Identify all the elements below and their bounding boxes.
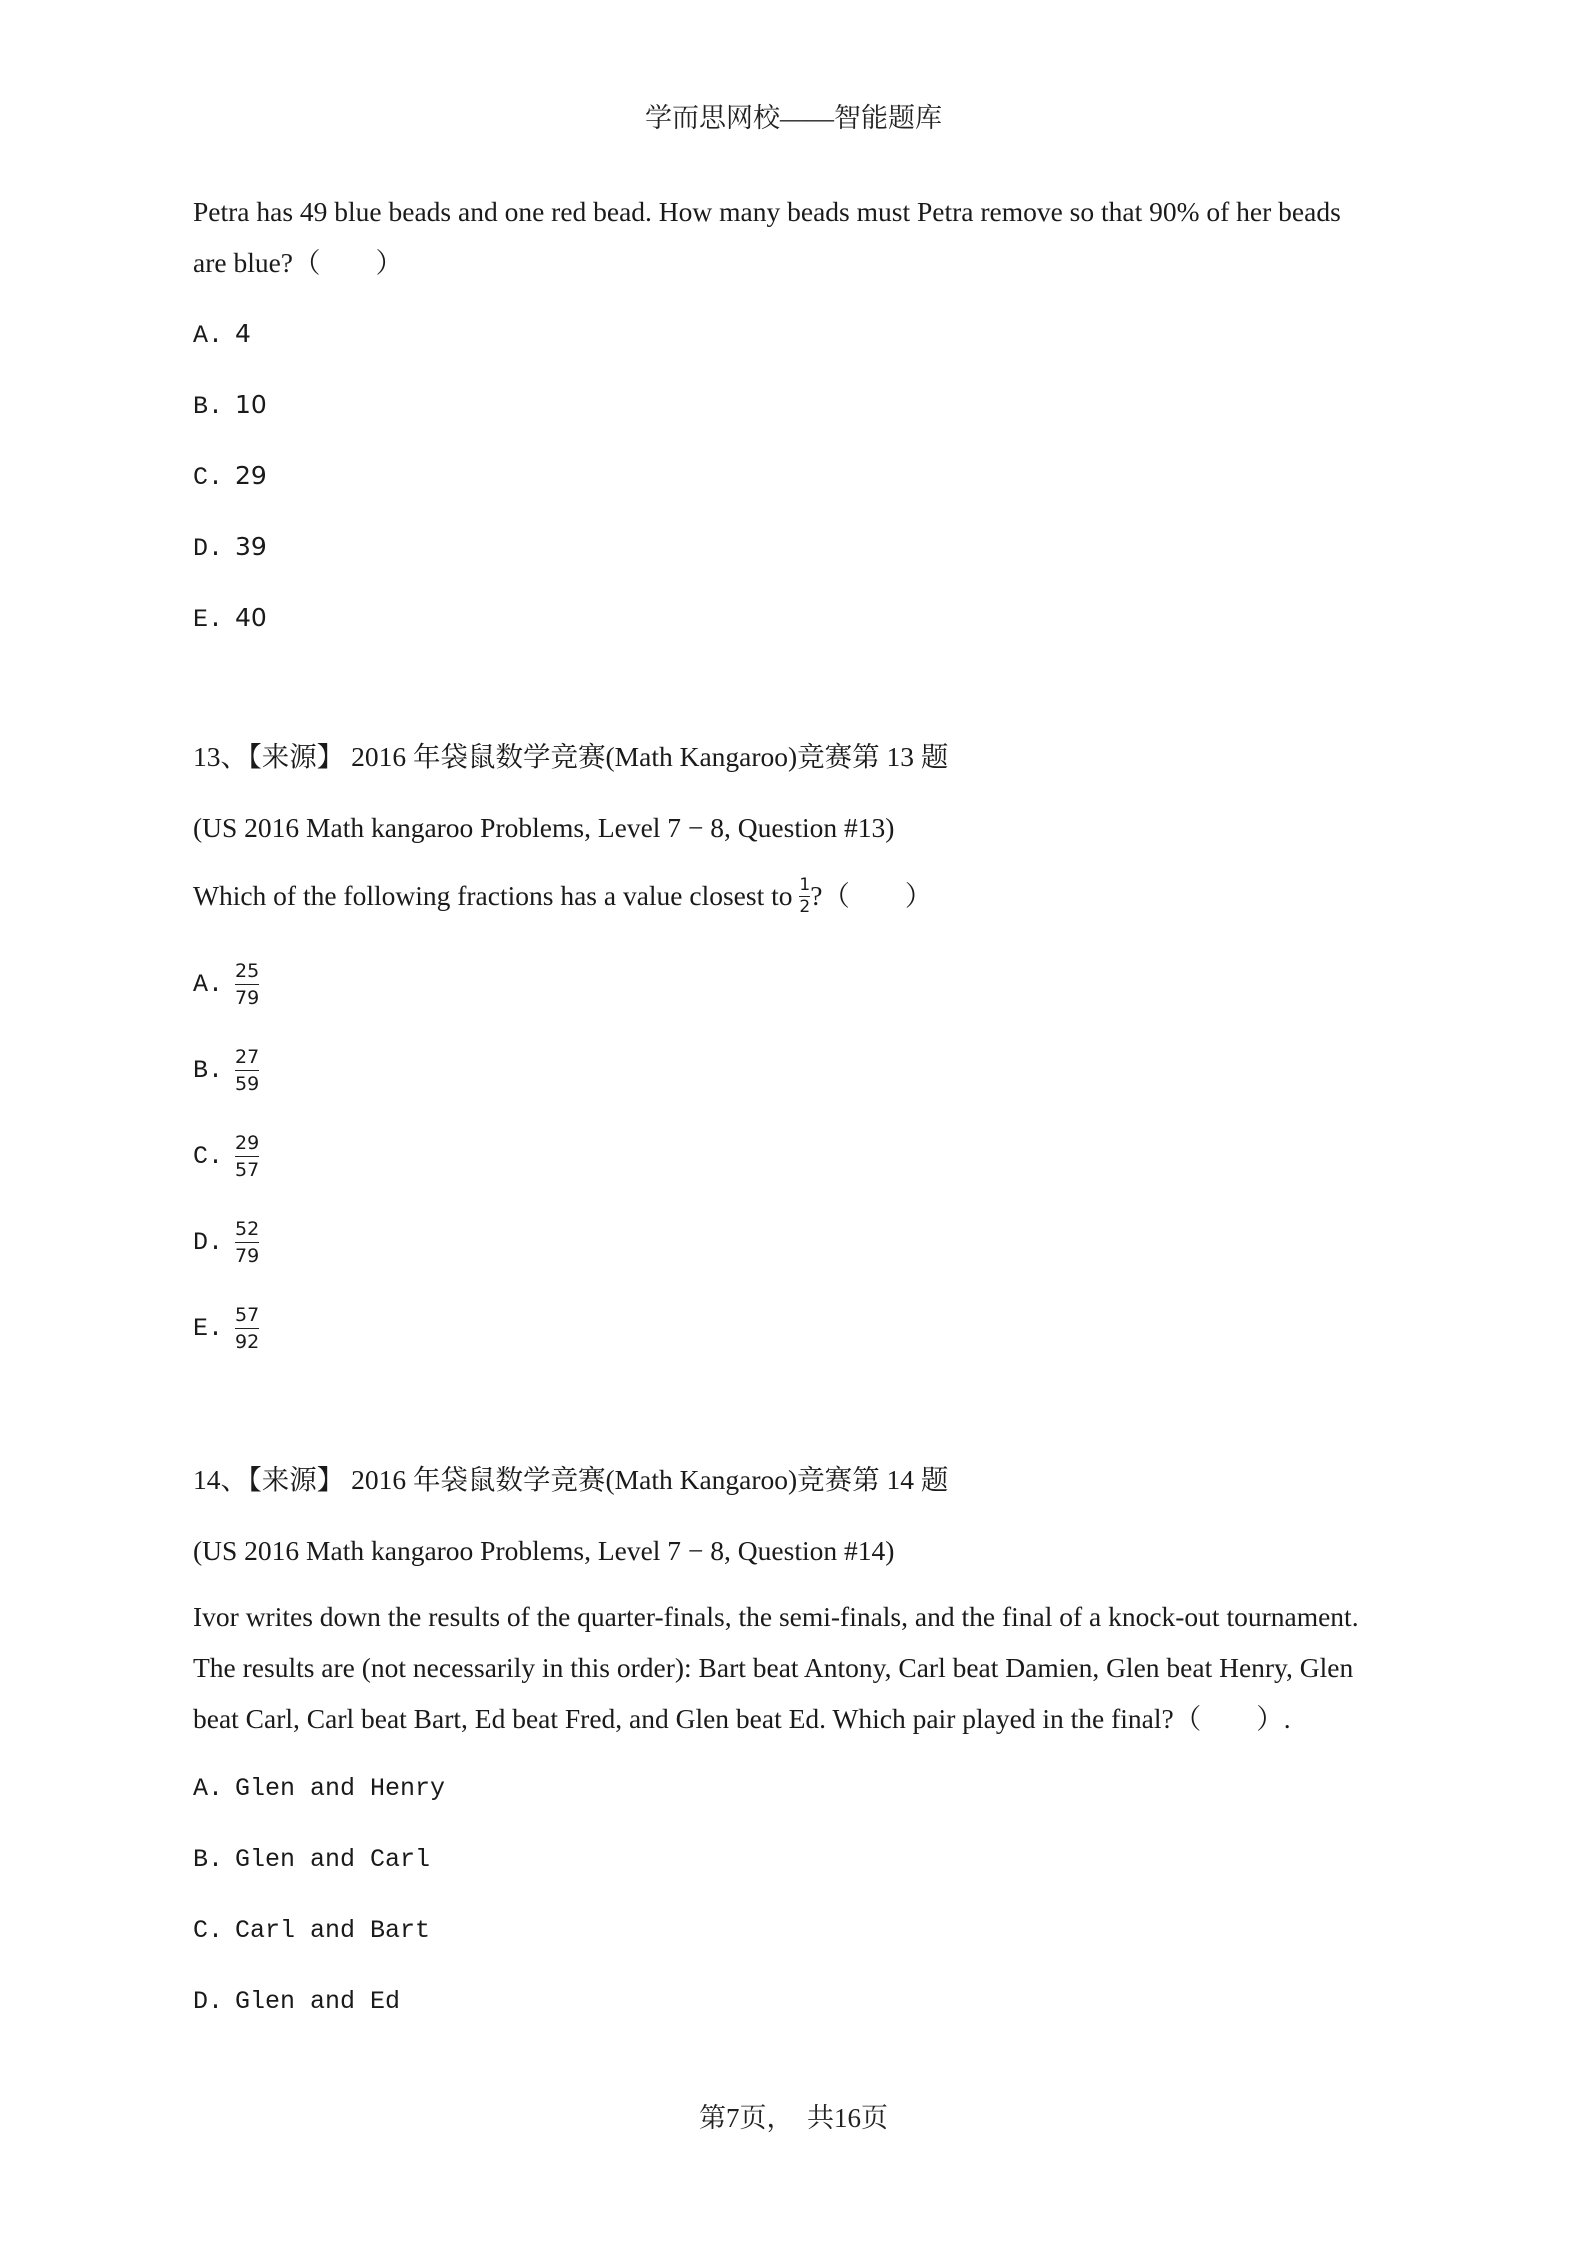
q12-option-e[interactable] xyxy=(193,600,267,638)
option-letter: C. xyxy=(193,1142,224,1171)
option-fraction xyxy=(235,1132,259,1181)
fraction-bar xyxy=(235,1156,259,1157)
option-fraction xyxy=(235,1304,259,1353)
fraction-numerator: 25 xyxy=(235,960,260,982)
fraction-denominator: 57 xyxy=(235,1159,260,1181)
option-letter: D. xyxy=(193,1987,224,2016)
option-fraction xyxy=(235,1218,259,1267)
q12-option-c[interactable] xyxy=(193,458,267,496)
option-text: Glen and Ed xyxy=(235,1987,401,2016)
option-text: Carl and Bart xyxy=(235,1916,431,1945)
q14-stem-line3: beat Carl, Carl beat Bart, Ed beat Fred, and Glen beat Ed. Which pair played in the final?（ ）. xyxy=(193,1703,1291,1734)
fraction-numerator: 52 xyxy=(235,1218,260,1240)
q14-option-c[interactable] xyxy=(193,1913,430,1949)
fraction-denominator: 59 xyxy=(235,1073,260,1095)
fraction-bar xyxy=(235,1328,259,1329)
fraction-denominator: 92 xyxy=(235,1331,260,1353)
option-letter: A. xyxy=(193,970,224,999)
option-text: 4 xyxy=(235,319,251,348)
option-fraction xyxy=(235,960,259,1009)
fraction-numerator: 29 xyxy=(235,1132,260,1154)
q14-source: 14、【来源】 2016 年袋鼠数学竞赛(Math Kangaroo)竞赛第 14 题 xyxy=(193,1464,949,1495)
fraction-bar xyxy=(235,1070,259,1071)
q12-stem xyxy=(193,186,1403,288)
page-footer: 第7页， 共16页 xyxy=(699,2103,888,2133)
option-text: 39 xyxy=(235,532,267,561)
q14-option-d[interactable] xyxy=(193,1984,400,2020)
q14-stem-line1: Ivor writes down the results of the quarter-finals, the semi-finals, and the final of a knock-out tournament. xyxy=(193,1601,1359,1632)
q14-option-a[interactable] xyxy=(193,1771,445,1807)
fraction-numerator: 57 xyxy=(235,1304,260,1326)
option-letter: D. xyxy=(193,534,224,563)
option-text: 10 xyxy=(235,390,267,419)
q13-option-d[interactable] xyxy=(193,1218,259,1267)
option-letter: B. xyxy=(193,1056,224,1085)
q13-stem-end: ?（ ） xyxy=(810,880,933,911)
option-letter: A. xyxy=(193,1774,224,1803)
q14-option-b[interactable] xyxy=(193,1842,430,1878)
q13-option-a[interactable] xyxy=(193,960,259,1009)
q13-option-b[interactable] xyxy=(193,1046,259,1095)
fraction-denominator: 2 xyxy=(799,896,811,917)
q13-stem xyxy=(193,876,1403,916)
q13-stem-text: Which of the following fractions has a value closest to xyxy=(193,880,800,911)
option-letter: C. xyxy=(193,463,224,492)
q14-stem-line2: The results are (not necessarily in this order): Bart beat Antony, Carl beat Damien, Glen beat Henry, Glen xyxy=(193,1652,1354,1683)
q13-option-c[interactable] xyxy=(193,1132,259,1181)
fraction-denominator: 79 xyxy=(235,1245,260,1267)
q12-option-b[interactable] xyxy=(193,387,267,425)
q13-stem-fraction xyxy=(799,874,811,917)
q13-source: 13、【来源】 2016 年袋鼠数学竞赛(Math Kangaroo)竞赛第 13 题 xyxy=(193,741,949,772)
fraction-bar xyxy=(235,984,259,985)
q12-option-d[interactable] xyxy=(193,529,267,567)
option-text: Glen and Carl xyxy=(235,1845,431,1874)
fraction-bar xyxy=(235,1242,259,1243)
q14-stem xyxy=(193,1591,1403,1744)
option-letter: C. xyxy=(193,1916,224,1945)
option-letter: B. xyxy=(193,1845,224,1874)
option-text: 29 xyxy=(235,461,267,490)
option-letter: E. xyxy=(193,605,224,634)
option-letter: E. xyxy=(193,1314,224,1343)
option-letter: D. xyxy=(193,1228,224,1257)
option-text: Glen and Henry xyxy=(235,1774,446,1803)
option-letter: A. xyxy=(193,321,224,350)
q12-option-a[interactable] xyxy=(193,316,251,354)
fraction-denominator: 79 xyxy=(235,987,260,1009)
q12-stem-line1: Petra has 49 blue beads and one red bead. How many beads must Petra remove so that 90% of her beads xyxy=(193,196,1341,227)
q14-subtitle: (US 2016 Math kangaroo Problems, Level 7 − 8, Question #14) xyxy=(193,1535,895,1566)
option-fraction xyxy=(235,1046,259,1095)
fraction-numerator: 1 xyxy=(799,874,811,895)
fraction-numerator: 27 xyxy=(235,1046,260,1068)
q13-subtitle: (US 2016 Math kangaroo Problems, Level 7 − 8, Question #13) xyxy=(193,812,895,843)
page-header: 学而思网校——智能题库 xyxy=(645,103,942,133)
option-letter: B. xyxy=(193,392,224,421)
q12-stem-line2: are blue?（ ） xyxy=(193,247,403,278)
option-text: 40 xyxy=(235,603,267,632)
q13-option-e[interactable] xyxy=(193,1304,259,1353)
